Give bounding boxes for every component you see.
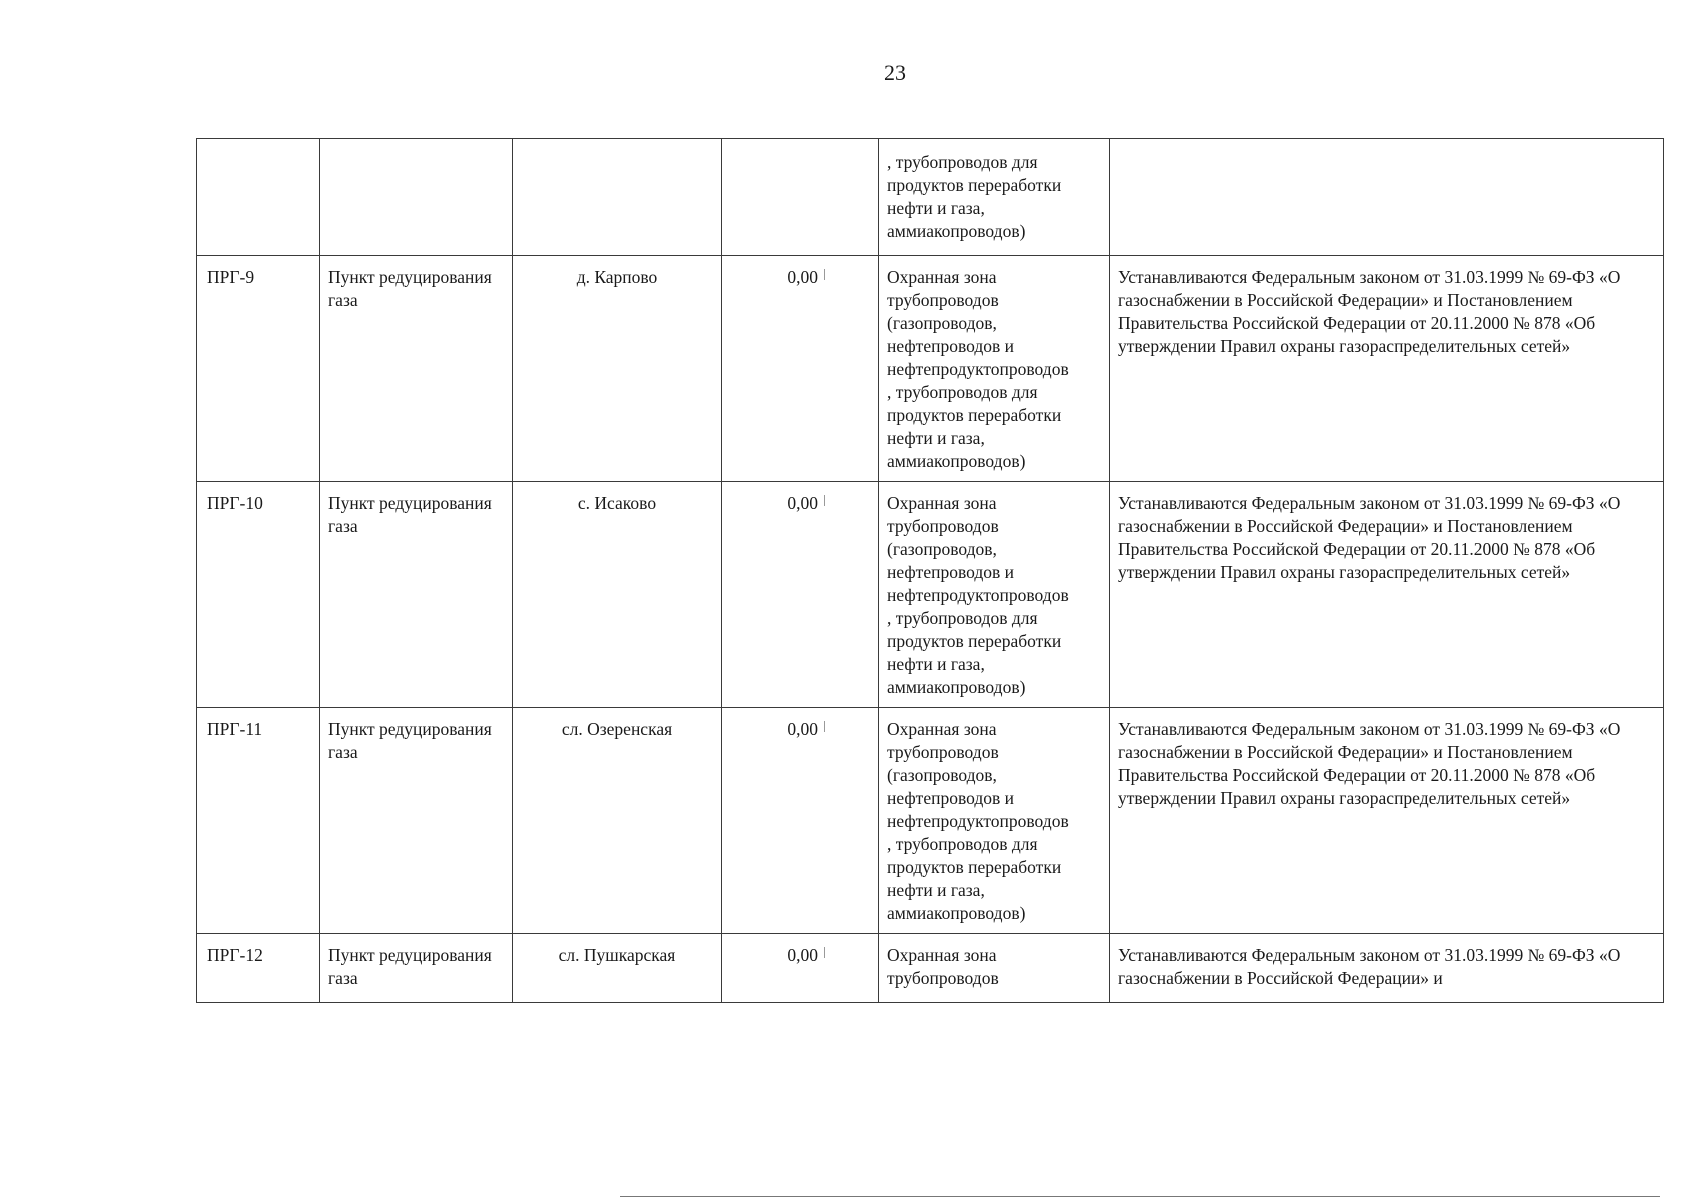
zone-cell: Охранная зона трубопроводов (газопроводов, нефтепроводов и нефтепродуктопроводов , трубопроводов для продуктов переработки нефти и газа, аммиакопроводов): [879, 482, 1110, 708]
place-cell: [513, 139, 722, 256]
basis-cell: Устанавливаются Федеральным законом от 31.03.1999 № 69-ФЗ «О газоснабжении в Российской Федерации» и Постановлением Правительства Российской Федерации от 20.11.2000 № 878 «Об утверждении Правил охраны газораспределительных сетей»: [1110, 482, 1664, 708]
name-cell: Пункт редуцирования газа: [320, 482, 513, 708]
area-cell: 0,00: [722, 256, 879, 482]
place-cell: сл. Пушкарская: [513, 934, 722, 1003]
table-row: [197, 934, 1664, 1003]
basis-cell: [1110, 139, 1664, 256]
basis-cell: Устанавливаются Федеральным законом от 31.03.1999 № 69-ФЗ «О газоснабжении в Российской Федерации» и: [1110, 934, 1664, 1003]
scan-artifact-line: [620, 1196, 1660, 1197]
zone-cell: Охранная зона трубопроводов (газопроводов, нефтепроводов и нефтепродуктопроводов , трубопроводов для продуктов переработки нефти и газа, аммиакопроводов): [879, 256, 1110, 482]
table-row: [197, 256, 1664, 482]
place-cell: д. Карпово: [513, 256, 722, 482]
table-row-continuation: [197, 139, 1664, 256]
name-cell: Пункт редуцирования газа: [320, 708, 513, 934]
area-cell: 0,00: [722, 708, 879, 934]
basis-cell: Устанавливаются Федеральным законом от 31.03.1999 № 69-ФЗ «О газоснабжении в Российской Федерации» и Постановлением Правительства Российской Федерации от 20.11.2000 № 878 «Об утверждении Правил охраны газораспределительных сетей»: [1110, 256, 1664, 482]
place-cell: сл. Озеренская: [513, 708, 722, 934]
zones-table: [196, 138, 1664, 1003]
area-cell: 0,00: [722, 934, 879, 1003]
code-cell: ПРГ-10: [197, 482, 320, 708]
code-cell: [197, 139, 320, 256]
zone-cell: Охранная зона трубопроводов: [879, 934, 1110, 1003]
table-row: [197, 482, 1664, 708]
page-number: 23: [884, 60, 906, 85]
zone-cell: , трубопроводов для продуктов переработки нефти и газа, аммиакопроводов): [879, 139, 1110, 256]
code-cell: ПРГ-11: [197, 708, 320, 934]
place-cell: с. Исаково: [513, 482, 722, 708]
table-row: [197, 708, 1664, 934]
area-cell: 0,00: [722, 482, 879, 708]
name-cell: Пункт редуцирования газа: [320, 256, 513, 482]
area-cell: [722, 139, 879, 256]
name-cell: Пункт редуцирования газа: [320, 934, 513, 1003]
code-cell: ПРГ-9: [197, 256, 320, 482]
name-cell: [320, 139, 513, 256]
basis-cell: Устанавливаются Федеральным законом от 31.03.1999 № 69-ФЗ «О газоснабжении в Российской Федерации» и Постановлением Правительства Российской Федерации от 20.11.2000 № 878 «Об утверждении Правил охраны газораспределительных сетей»: [1110, 708, 1664, 934]
zone-cell: Охранная зона трубопроводов (газопроводов, нефтепроводов и нефтепродуктопроводов , трубопроводов для продуктов переработки нефти и газа, аммиакопроводов): [879, 708, 1110, 934]
code-cell: ПРГ-12: [197, 934, 320, 1003]
